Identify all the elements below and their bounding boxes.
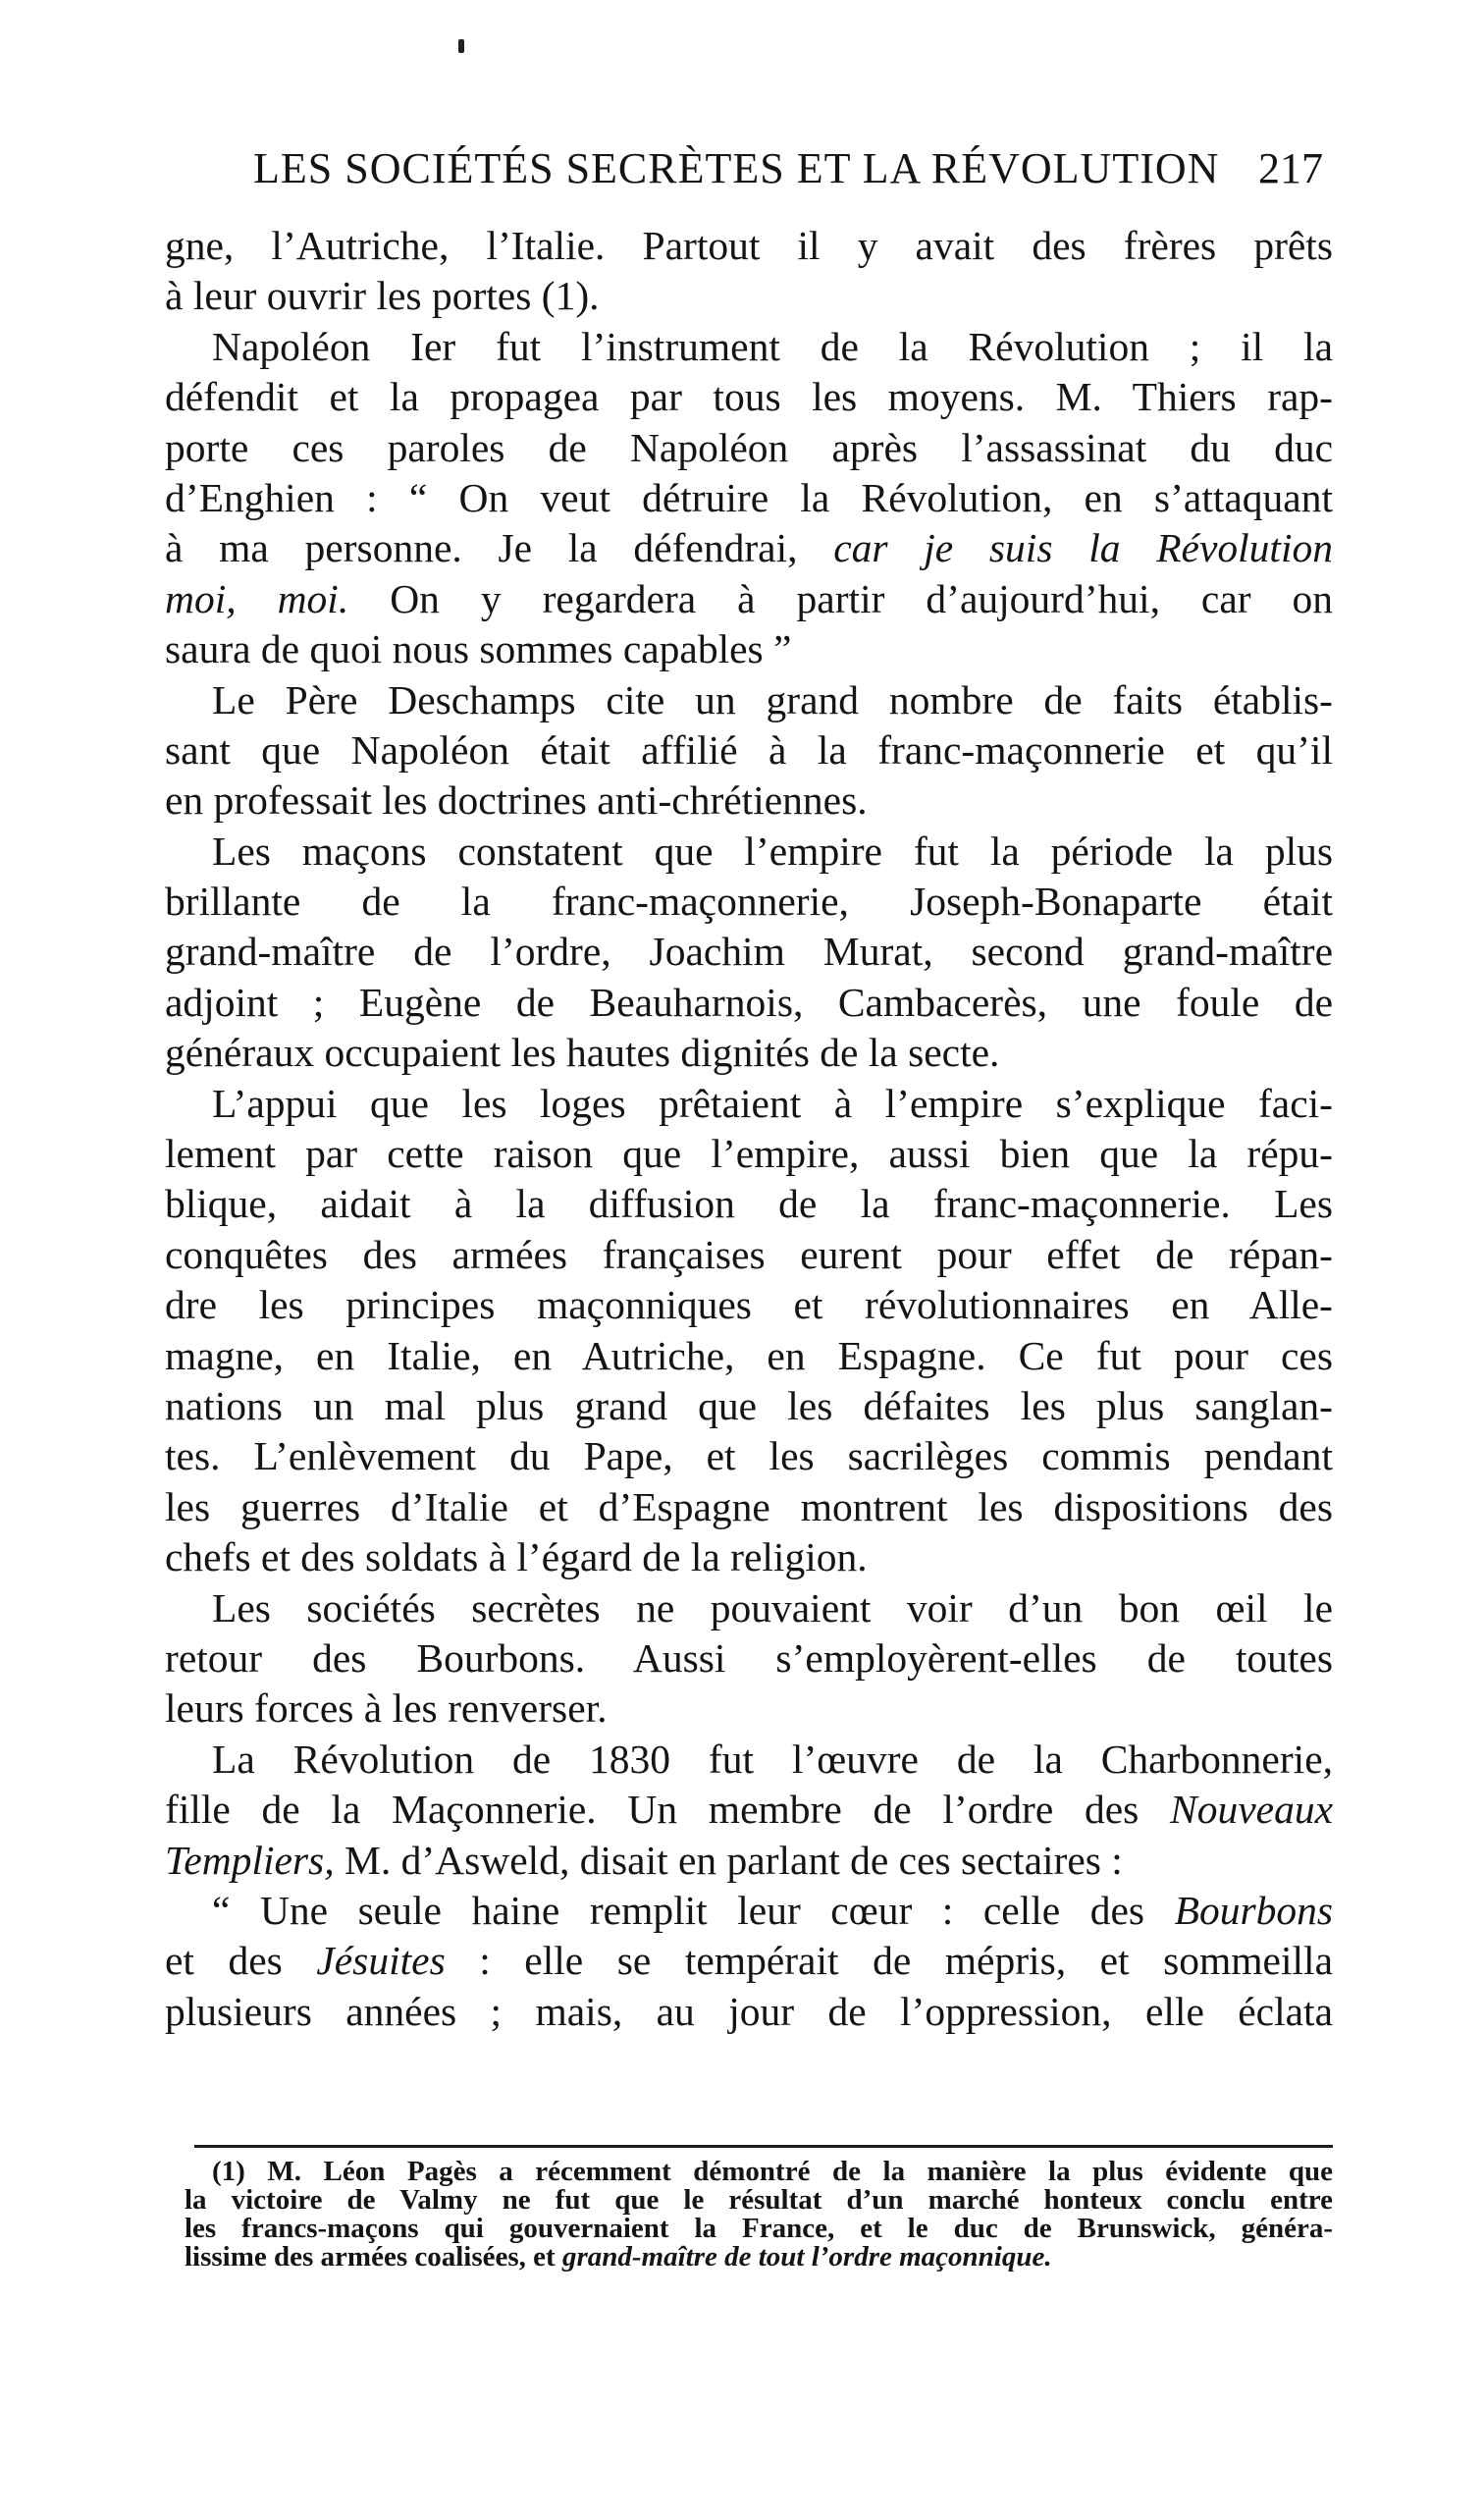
text-line: en professait les doctrines anti-chrétiennes.: [165, 777, 868, 824]
text-line: généraux occupaient les hautes dignités de la secte.: [165, 1030, 1000, 1076]
text-line: nations un mal plus grand que les défaites les plus sanglan-: [165, 1382, 1333, 1428]
footnote-line: la victoire de Valmy ne fut que le résultat d’un marché honteux conclu entre: [185, 2184, 1333, 2216]
text-line: [165, 523, 1333, 573]
text-run: “ Une seule haine remplit leur cœur : celle des: [212, 1887, 1145, 1933]
text-line: gne, l’Autriche, l’Italie. Partout il y avait des frères prêts: [165, 223, 1333, 268]
text-line: porte ces paroles de Napoléon après l’assassinat du duc: [165, 424, 1333, 470]
text-line: saura de quoi nous sommes capables ”: [165, 626, 792, 672]
footnote-line: (1) M. Léon Pagès a récemment démontré de la manière la plus évidente que: [212, 2156, 1333, 2187]
footnote-line: [185, 2243, 1333, 2272]
text-line: plusieurs années ; mais, au jour de l’oppression, elle éclata: [165, 1988, 1333, 2034]
italic-term: Nouveaux: [1170, 1787, 1333, 1833]
body-text: [165, 221, 1333, 2037]
text-line: défendit et la propagea par tous les moyens. M. Thiers rap-: [165, 374, 1333, 420]
text-run: et des: [165, 1938, 283, 1984]
paragraph-start-line: Les maçons constatent que l’empire fut la période la plus: [212, 828, 1333, 874]
text-line: d’Enghien : “ On veut détruire la Révolution, en s’attaquant: [165, 474, 1333, 520]
page-number: 217: [1258, 144, 1323, 192]
text-line: tes. L’enlèvement du Pape, et les sacrilèges commis pendant: [165, 1433, 1333, 1479]
ink-speck: [458, 39, 464, 53]
text-line: blique, aidait à la diffusion de la franc-maçonnerie. Les: [165, 1181, 1333, 1227]
text-line: les guerres d’Italie et d’Espagne montrent les dispositions des: [165, 1483, 1333, 1529]
text-line: [165, 1936, 1333, 1986]
text-run: On y regardera à partir d’aujourd’hui, car on: [390, 575, 1334, 621]
paragraph-start-line: Napoléon Ier fut l’instrument de la Révolution ; il la: [212, 323, 1333, 369]
text-line: [165, 574, 1333, 624]
text-run: à ma personne. Je la défendrai,: [165, 525, 798, 571]
text-line: grand-maître de l’ordre, Joachim Murat, second grand-maître: [165, 929, 1333, 975]
paragraph-start-line: [165, 1886, 1333, 1936]
text-line: lement par cette raison que l’empire, aussi bien que la répu-: [165, 1131, 1333, 1177]
paragraph-start-line: Les sociétés secrètes ne pouvaient voir d’un bon œil le: [212, 1584, 1333, 1631]
text-line: brillante de la franc-maçonnerie, Joseph-Bonaparte était: [165, 879, 1333, 925]
footnote: [185, 2158, 1333, 2272]
italic-term: Templiers,: [165, 1837, 335, 1883]
paragraph-start-line: La Révolution de 1830 fut l’œuvre de la Charbonnerie,: [212, 1736, 1333, 1782]
text-line: retour des Bourbons. Aussi s’employèrent-elles de toutes: [165, 1634, 1333, 1681]
italic-quote: moi, moi.: [165, 575, 349, 621]
text-line: dre les principes maçonniques et révolutionnaires en Alle-: [165, 1282, 1333, 1328]
text-line: à leur ouvrir les portes (1).: [165, 273, 600, 319]
paragraph-start-line: Le Père Deschamps cite un grand nombre de faits établis-: [212, 676, 1333, 722]
text-line: conquêtes des armées françaises eurent pour effet de répan-: [165, 1231, 1333, 1277]
running-title: LES SOCIÉTÉS SECRÈTES ET LA RÉVOLUTION: [253, 144, 1220, 192]
text-line: sant que Napoléon était affilié à la franc-maçonnerie et qu’il: [165, 726, 1333, 773]
text-line: chefs et des soldats à l’égard de la religion.: [165, 1534, 868, 1580]
italic-term: Jésuites: [316, 1938, 446, 1984]
text-run: lissime des armées coalisées, et: [185, 2241, 556, 2272]
footnote-line: les francs-maçons qui gouvernaient la France, et le duc de Brunswick, généra-: [185, 2213, 1333, 2244]
italic-quote: car je suis la Révolution: [833, 525, 1333, 571]
text-line: [165, 1836, 1333, 1886]
text-line: magne, en Italie, en Autriche, en Espagne. Ce fut pour ces: [165, 1332, 1333, 1378]
footnote-rule: [194, 2145, 1333, 2148]
running-head: [253, 143, 1323, 194]
italic-term: Bourbons: [1174, 1887, 1333, 1933]
text-run: M. d’Asweld, disait en parlant de ces sectaires :: [344, 1837, 1123, 1883]
italic-term: grand-maître de tout l’ordre maçonnique.: [561, 2241, 1052, 2272]
text-run: fille de la Maçonnerie. Un membre de l’ordre des: [165, 1787, 1140, 1833]
paragraph-start-line: L’appui que les loges prêtaient à l’empire s’explique faci-: [212, 1080, 1333, 1126]
text-line: adjoint ; Eugène de Beauharnois, Cambacerès, une foule de: [165, 979, 1333, 1025]
text-run: : elle se tempérait de mépris, et sommeilla: [479, 1938, 1333, 1984]
text-line: [165, 1785, 1333, 1835]
text-line: leurs forces à les renverser.: [165, 1685, 608, 1732]
